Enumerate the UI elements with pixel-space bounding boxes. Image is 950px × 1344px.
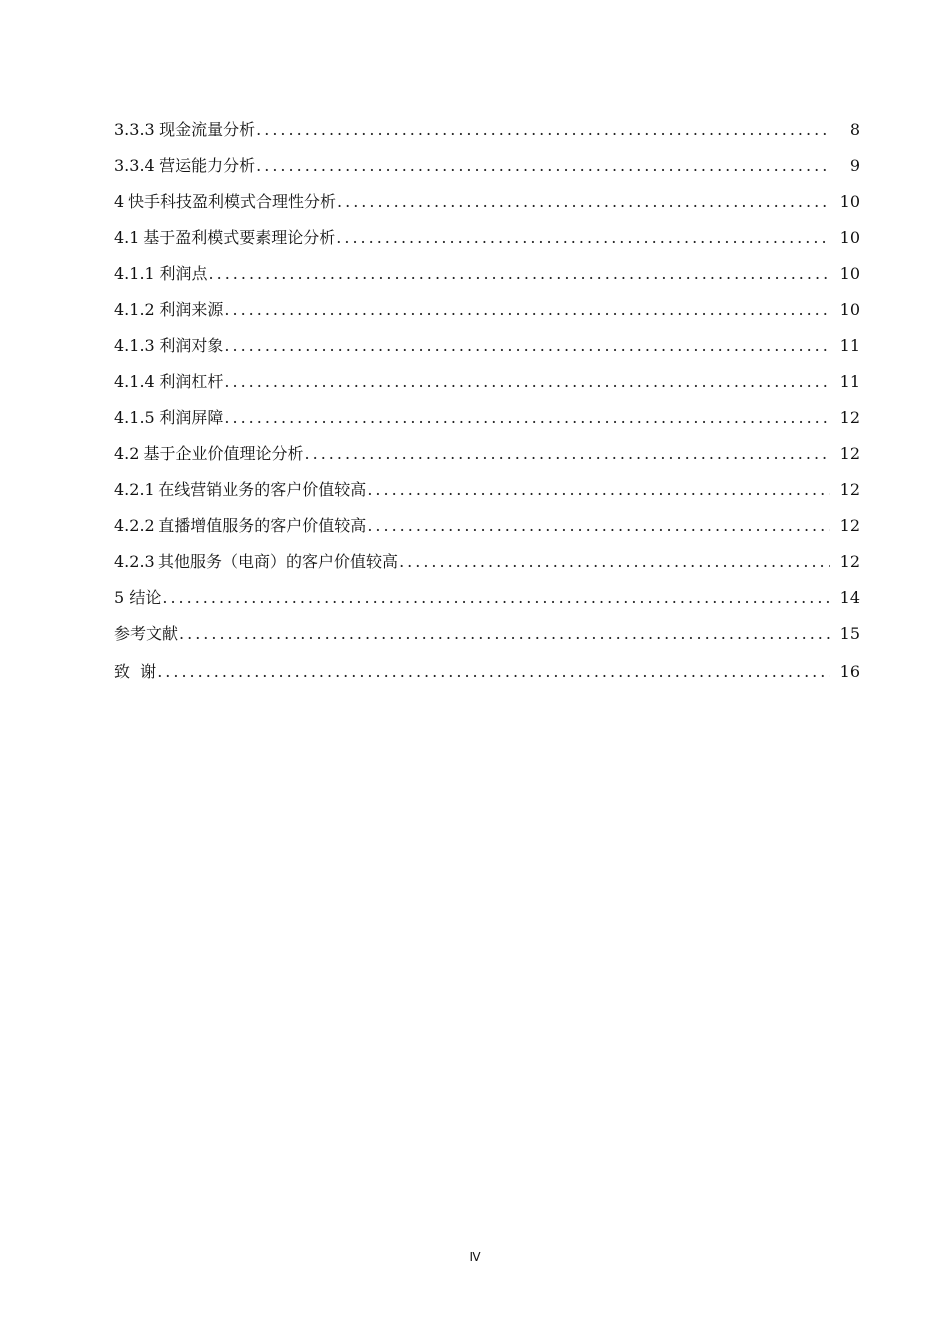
table-of-contents: [114, 112, 860, 691]
toc-leader-dots: [179, 616, 830, 652]
toc-entry[interactable]: [114, 148, 860, 184]
toc-entry-number: 4.1.3: [114, 336, 155, 355]
toc-entry-number: 5: [114, 588, 125, 607]
toc-entry[interactable]: [114, 508, 860, 544]
toc-entry-title: 利润点: [159, 264, 208, 283]
toc-entry-page: 12: [839, 516, 860, 535]
toc-entry-page: 11: [839, 336, 860, 355]
toc-entry[interactable]: [114, 364, 860, 400]
toc-leader-dots: [224, 364, 829, 400]
toc-entry-title: 利润来源: [159, 300, 224, 319]
toc-entry[interactable]: [114, 220, 860, 256]
toc-entry-title: 其他服务（电商）的客户价值较高: [158, 552, 399, 571]
toc-entry-page: 11: [839, 372, 860, 391]
toc-entry-number: 3.3.4: [114, 156, 155, 175]
toc-entry[interactable]: [114, 184, 860, 220]
toc-entry[interactable]: [114, 616, 860, 652]
toc-entry-number: 4.1.4: [114, 372, 155, 391]
toc-entry-number: 4.2.3: [114, 552, 155, 571]
toc-entry-number: 3.3.3: [114, 120, 155, 139]
toc-leader-dots: [256, 148, 830, 184]
toc-leader-dots: [157, 654, 829, 690]
toc-entry-title: 在线营销业务的客户价值较高: [158, 480, 367, 499]
toc-entry-title: 结论: [129, 588, 162, 607]
toc-leader-dots: [224, 292, 829, 328]
toc-entry-page: 12: [839, 444, 860, 463]
toc-leader-dots: [337, 184, 830, 220]
toc-entry[interactable]: [114, 580, 860, 616]
toc-entry-page: 12: [839, 408, 860, 427]
toc-entry-title: 基于盈利模式要素理论分析: [143, 228, 336, 247]
toc-entry-title: 营运能力分析: [159, 156, 256, 175]
toc-entry-title: 利润屏障: [159, 408, 224, 427]
toc-leader-dots: [162, 580, 829, 616]
toc-entry-page: 14: [839, 588, 860, 607]
toc-entry-number: 4.2.2: [114, 516, 155, 535]
toc-entry-number: 4.1.1: [114, 264, 155, 283]
toc-entry-page: 12: [839, 552, 860, 571]
toc-entry-title: 利润杠杆: [159, 372, 224, 391]
toc-entry-page: 15: [839, 624, 860, 643]
toc-entry-page: 9: [849, 156, 860, 175]
toc-entry-page: 10: [839, 264, 860, 283]
toc-entry-title: 利润对象: [159, 336, 224, 355]
toc-entry-number: 4.1.2: [114, 300, 155, 319]
toc-leader-dots: [209, 256, 830, 292]
toc-leader-dots: [256, 112, 830, 148]
toc-entry-number: 4.1: [114, 228, 140, 247]
toc-leader-dots: [367, 508, 829, 544]
toc-entry-number: 4.1.5: [114, 408, 155, 427]
toc-entry[interactable]: [114, 292, 860, 328]
toc-entry[interactable]: [114, 652, 860, 691]
toc-leader-dots: [399, 544, 830, 580]
toc-entry-page: 16: [839, 661, 860, 681]
toc-leader-dots: [305, 436, 830, 472]
toc-entry[interactable]: [114, 436, 860, 472]
toc-entry-title: 直播增值服务的客户价值较高: [158, 516, 367, 535]
toc-entry[interactable]: [114, 472, 860, 508]
toc-entry[interactable]: [114, 400, 860, 436]
toc-entry-page: 10: [839, 192, 860, 211]
toc-entry-page: 10: [839, 300, 860, 319]
toc-leader-dots: [367, 472, 829, 508]
toc-entry-number: 4: [114, 192, 125, 211]
page-number-footer: Ⅳ: [469, 1250, 481, 1264]
toc-entry-number: 4.2.1: [114, 480, 155, 499]
toc-entry-title: 快手科技盈利模式合理性分析: [128, 192, 337, 211]
toc-entry-title: 基于企业价值理论分析: [143, 444, 304, 463]
toc-entry-title: 参考文献: [114, 624, 179, 643]
toc-entry-number: 4.2: [114, 444, 140, 463]
toc-entry-page: 10: [839, 228, 860, 247]
toc-entry-title: 致 谢: [114, 661, 157, 681]
toc-entry[interactable]: [114, 112, 860, 148]
toc-entry-page: 8: [849, 120, 860, 139]
toc-entry-page: 12: [839, 480, 860, 499]
toc-leader-dots: [224, 328, 829, 364]
toc-entry[interactable]: [114, 256, 860, 292]
toc-entry-title: 现金流量分析: [159, 120, 256, 139]
toc-entry[interactable]: [114, 544, 860, 580]
toc-leader-dots: [336, 220, 829, 256]
toc-entry[interactable]: [114, 328, 860, 364]
toc-leader-dots: [224, 400, 829, 436]
